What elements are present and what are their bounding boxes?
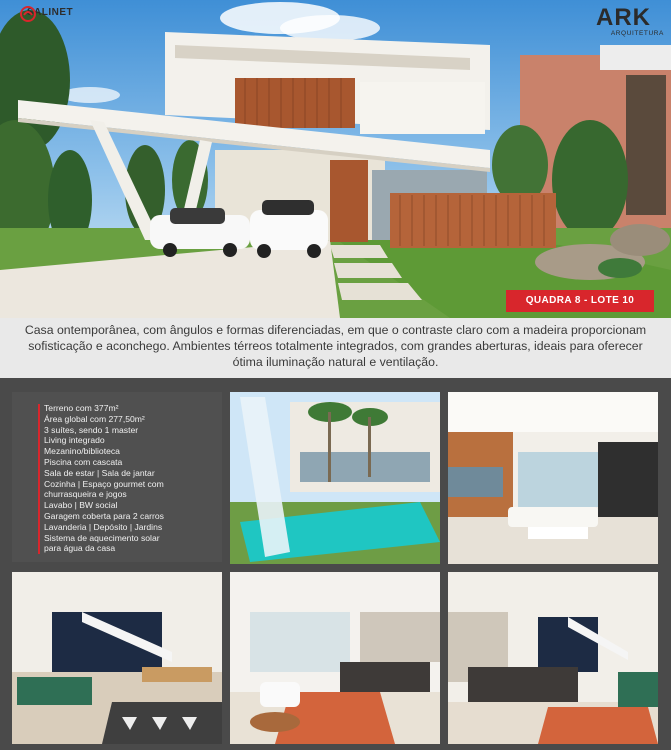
- feature-item: para água da casa: [44, 543, 116, 554]
- feature-item: Garagem coberta para 2 carros: [44, 510, 164, 521]
- pool-illustration: [230, 392, 440, 564]
- description-band: [0, 318, 671, 378]
- photo-game-room: [12, 572, 222, 744]
- features-panel: [12, 392, 222, 562]
- features-accent-bar: [38, 404, 40, 554]
- salinet-mark-icon: [20, 6, 36, 22]
- feature-item: Lavanderia | Depósito | Jardins: [44, 521, 163, 532]
- photo-pool: [230, 392, 440, 564]
- feature-item: Living integrado: [44, 435, 105, 446]
- hero-house-illustration: [0, 0, 671, 318]
- lounge-illustration: [230, 572, 440, 744]
- description-text: Casa ontemporânea, com ângulos e formas diferenciadas, em que o contraste claro com a madeira proporcionam sofisticação e aconchego. Ambientes térreos totalmente integrados, com grandes aberturas, ideais para oferecer ótima iluminação natural e ventilação.: [24, 323, 647, 369]
- ark-logo: [596, 6, 668, 37]
- ark-logo-text: ARK: [596, 4, 651, 31]
- ark-logo-subtext: ARQUITETURA: [610, 30, 664, 37]
- lot-badge: QUADRA 8 - LOTE 10: [506, 290, 654, 312]
- feature-item: Piscina com cascata: [44, 456, 123, 467]
- salinet-logo-text: SALINET: [26, 7, 74, 18]
- feature-item: churrasqueira e jogos: [44, 489, 127, 500]
- feature-item: Mezanino/biblioteca: [44, 446, 120, 457]
- feature-item: Sistema de aquecimento solar: [44, 532, 160, 543]
- feature-item: Cozinha | Espaço gourmet com: [44, 478, 164, 489]
- living-room-illustration: [448, 392, 658, 564]
- feature-item: Área global com 277,50m²: [44, 413, 145, 424]
- features-list: [44, 403, 164, 554]
- salinet-logo: [20, 6, 80, 18]
- feature-item: 3 suítes, sendo 1 master: [44, 424, 139, 435]
- kitchen-illustration: [448, 572, 658, 744]
- feature-item: Sala de estar | Sala de jantar: [44, 467, 155, 478]
- hero-render: [0, 0, 671, 318]
- photo-kitchen: [448, 572, 658, 744]
- game-room-illustration: [12, 572, 222, 744]
- photo-lounge: [230, 572, 440, 744]
- photo-living-room: [448, 392, 658, 564]
- feature-item: Terreno com 377m²: [44, 403, 119, 413]
- feature-item: Lavabo | BW social: [44, 500, 118, 511]
